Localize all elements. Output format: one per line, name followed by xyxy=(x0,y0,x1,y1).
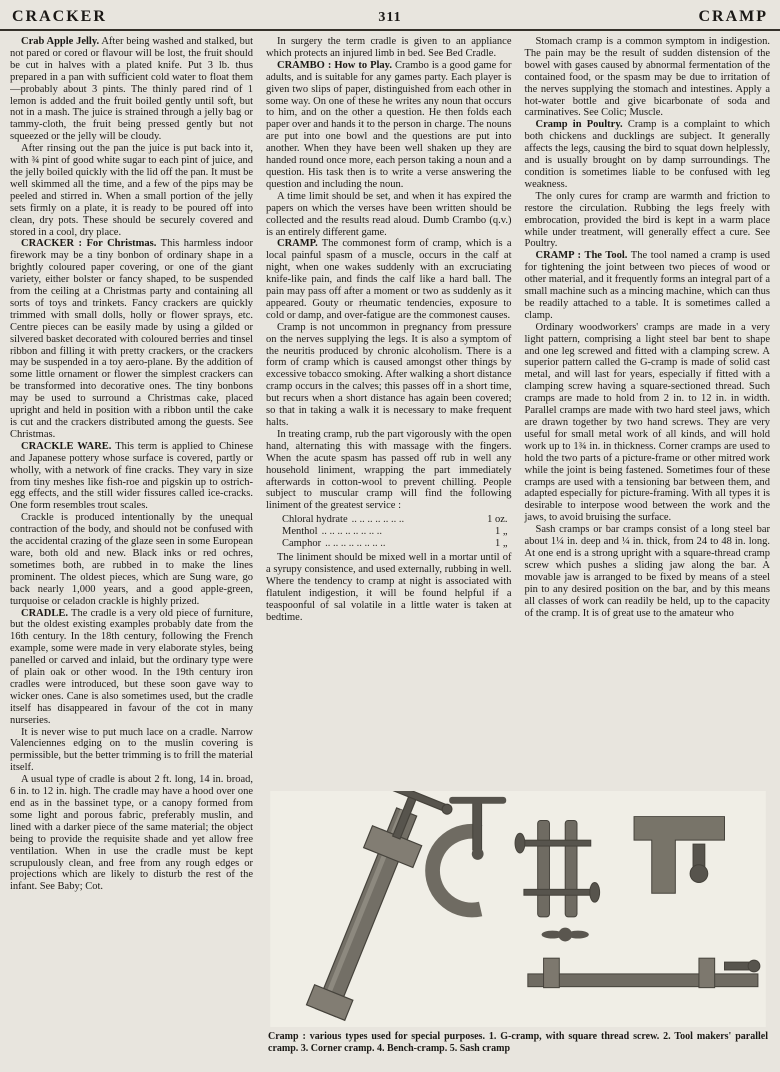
entry-lead: CRAMP. xyxy=(277,238,318,250)
paragraph-text: Cramp is not uncommon in pregnancy from pressure on the nerves supplying the legs. It is also a symptom of the neuritis produced by chronic alcoholism. There is a form of cramp which is caused amongst other things by excessive tobacco smoking. After walking a short distance cramp occurs in the calves; this passes off in a short time, but recurs when a short distance has again been covered; so that in taking a walk it is necessary to make frequent halts. xyxy=(266,321,512,428)
paragraph-text: In treating cramp, rub the part vigorously with the open hand, alternating this with massage with the fingers. When the acute spasm has passed off rub in well any household liniment, wrapping the part immediately afterwards in cotton-wool to prevent chilling. People subject to muscular cramp will find the following liniment of the greatest service : xyxy=(266,428,512,512)
entry-cramp-in-poultry xyxy=(525,119,771,190)
paragraph xyxy=(525,36,771,119)
page-number: 311 xyxy=(378,10,402,25)
paragraph-text: It is never wise to put much lace on a cradle. Narrow Valenciennes edging on to the muslin covering is permissible, but the better trimming is to frill the material itself. xyxy=(10,726,253,774)
paragraph-text: The only cures for cramp are warmth and friction to restore the circulation. Rubbing the legs freely with embrocation, provided the bird is kept in a warm place while under treatment, will generally effect a cure. See Poultry. xyxy=(524,190,770,250)
ingredient-amount: 1 „ xyxy=(494,526,508,538)
paragraph xyxy=(525,322,771,524)
dot-leader: .. .. .. .. .. .. .. .. xyxy=(321,526,382,538)
entry-cramp xyxy=(266,238,512,321)
entry-lead: Crab Apple Jelly. xyxy=(21,36,100,47)
paragraph xyxy=(266,36,512,60)
paragraph xyxy=(525,524,771,619)
entry-text: The cradle is a very old piece of furniture, but the oldest existing examples probably date from the 16th century. In the 18th century, following the French example, some were made in very elaborate styles, being panelled or carved and inlaid, but the ordinary type were of plain oak or other wood. In the 19th century iron cradles were introduced, but these soon gave way to wicker ones. Cane is also sometimes used, but the cradle itself has disappeared in favour of the cot in many nurseries. xyxy=(10,607,253,726)
entry-lead: CRACKLE WARE. xyxy=(21,440,112,452)
paragraph-text: Stomach cramp is a common symptom in indigestion. The pain may be the result of sudden distension of the bowel with gases caused by abnormal fermentation of the contained food, or the spasm may be due to irritation of the nerves supplying the stomach and intestines. Apply a hot-water bottle and give bicarbonate of soda and carminatives. See Colic; Muscle. xyxy=(524,36,770,119)
recipe-row xyxy=(282,514,508,526)
entry-crab-apple-jelly xyxy=(10,36,253,143)
entry-lead: CRACKER : For Christmas. xyxy=(21,238,157,250)
running-head xyxy=(0,0,780,31)
running-head-right: CRAMP xyxy=(698,8,768,25)
entry-lead: Cramp in Poultry. xyxy=(535,119,623,131)
cramps-photo xyxy=(266,791,770,1027)
column-1 xyxy=(10,36,253,1058)
entry-text: After being washed and stalked, but not pared or cored or flavour will be lost, the fruit should be cut in halves with a plated knife. Put 3 lb. thus prepared in a pan with sufficient cold water to float them—probably about 3 pints. The thinly pared rind of 1 lemon is added and the fruit boiled gently until soft, but not in a mash. The juice is strained through a jelly bag or tammy-cloth, the fruit being pressed gently but not squeezed or the jelly will be cloudy. xyxy=(10,36,253,143)
paragraph xyxy=(266,552,512,623)
page-body xyxy=(0,31,780,1058)
entry-lead: CRADLE. xyxy=(21,607,68,619)
entry-cradle xyxy=(10,608,253,727)
figure-caption: Cramp : various types used for special purposes. 1. G-cramp, with square thread screw. 2. Tool makers' parallel cramp. 3. Corner cramp. 4. Bench-cramp. 5. Sash cramp xyxy=(268,1031,768,1054)
paragraph-text: After rinsing out the pan the juice is put back into it, with ¾ pint of good white sugar to each pint of juice, and the jelly boiled quickly with the lid off the pan. It must be well skimmed all the time, and a few of the pips may be peeled and stirred in. When a small portion of the jelly sets firmly on a plate, it is ready to be poured off into clean, dry pots. These should be securely covered and stored in a cool, dry place. xyxy=(10,143,253,238)
paragraph xyxy=(266,429,512,512)
paragraph xyxy=(525,191,771,251)
paragraph xyxy=(10,774,253,893)
right-columns xyxy=(266,36,770,786)
dot-leader: .. .. .. .. .. .. .. xyxy=(351,514,405,526)
paragraph xyxy=(10,143,253,238)
ingredient-name: Menthol xyxy=(282,526,318,538)
cramps-figure xyxy=(266,791,770,1055)
paragraph xyxy=(266,191,512,239)
entry-text: This harmless indoor firework may be a tiny bonbon of ordinary shape in a brightly coloured paper covering, or one of the giant variety, either bolster or fancy shaped, to be suspended from the ceiling at a Christmas party and containing all sorts of toys and trinkets. Fancy crackers are quickly trimmed with small dolls, holly or flower sprays, etc. Centre pieces can be easily made by using a gilded or silvered basket decorated with coloured berries and tinsel ribbon and filling it with pretty crackers, or the crackers may be suspended in a toy aero-plane. By the addition of some little ornament or flower the simplest crackers can be transformed into decorative ones. The tiny bonbons may be used to surround a Christmas cake, placed upright and held in position with a ribbon until the cake is cut and the crackers distributed among the guests. See Christmas. xyxy=(10,238,253,440)
paragraph-text: Sash cramps or bar cramps consist of a long steel bar about 1¼ in. deep and ¼ in. thick, from 24 to 48 in. long. At one end is a strong upright with a square-thread cramp screw which pushes a sliding jaw along the bar. A movable jaw is arranged to be fixed by means of a steel pin to any desired position on the bar, and by this means all classes of work can readily be held, up to the capacity of the cramp. It is of great use to the amateur who xyxy=(524,524,770,619)
paragraph-text: Ordinary woodworkers' cramps are made in a very light pattern, comprising a light steel bar bent to shape and one leg screwed and fitted with a clamping screw. A superior pattern called the G-cramp is made of solid cast metal, and will last for years, especially if fitted with a clamping screw having a square-sectioned thread. Such cramps are made to hold from 2 in. to 12 in. in width. Parallel cramps are made with two hard steel jaws, which are drawn together by two hand screws. They are very useful for small metal work of all kinds, and will hold work up to 1¾ in. in thickness. Corner cramps are used to hold the two parts of a picture-frame or other mitred work while the joint is being fastened. Sometimes four of these cramps are used with a tensioning bar between them, and adapted especially for picture-framing. With all types it is desirable to interpose wood between the work and the jaws, to avoid bruising the surface. xyxy=(524,321,770,524)
ingredient-amount: 1 „ xyxy=(494,538,508,550)
entry-crackle-ware xyxy=(10,441,253,512)
recipe-row xyxy=(282,538,508,550)
entry-text: Cramp is a complaint to which both chickens and ducklings are subject. It generally affects the legs, causing the bird to squat down helplessly, and is usually brought on by damp surroundings. The condition is sometimes liable to be confused with leg weakness. xyxy=(524,119,770,190)
paragraph-text: A usual type of cradle is about 2 ft. long, 14 in. broad, 6 in. to 12 in. high. The cradle may have a hood over one end as in the bassinet type, or a canopy formed from some light and porous fabric, preferably muslin, and lined with a darker piece of the same material; the object being to provide the requisite shade and yet allow free ventilation. When in use the cradle must be kept scrupulously clean, and free from any rough edges or projections which are likely to disturb the rest of the infant. See Baby; Cot. xyxy=(10,774,253,893)
paragraph-text: In surgery the term cradle is given to an appliance which protects an injured limb in bed. See Bed Cradle. xyxy=(266,36,512,59)
paragraph xyxy=(10,727,253,775)
entry-text: The commonest form of cramp, which is a local painful spasm of a muscle, occurs in the calf at night, when one wakes suddenly with an excruciating knife-like pain, and finds the calf like a hard ball. The pain may pass off after a moment or two as suddenly as it appeared. Gouty or rheumatic tendencies, exposure to cold or damp, and over-fatigue are the commonest causes. xyxy=(266,238,512,321)
ingredient-name: Chloral hydrate xyxy=(282,514,348,526)
liniment-recipe xyxy=(282,514,508,550)
ingredient-name: Camphor xyxy=(282,538,322,550)
ingredient-amount: 1 oz. xyxy=(487,514,508,526)
paragraph-text: Crackle is produced intentionally by the unequal contraction of the body, and should not be confused with the accidental crazing of the glaze seen in some European ware, both old and new. Black inks or red ochres, sometimes both, are rubbed in to make the lines prominent. The oldest pieces, which are Sung ware, go back nearly 1,000 years, and a good apple-green, turquoise or celadon crackle is highly prized. xyxy=(10,512,253,607)
entry-text: The tool named a cramp is used for tightening the joint between two pieces of wood or other material, and it frequently forms an integral part of a small machine such as a mincing machine, which can thus be readily attached to a table. It is sometimes called a clamp. xyxy=(524,250,770,321)
entry-text: Crambo is a good game for adults, and is suitable for any games party. Each player is given two slips of paper, distinguished from each other in some way. On one of these he writes any noun that occurs to him, and on the other a question. He then folds each paper over and hands it to the person in charge. The nouns are put into one bowl and the questions are put into another. When they have been well shaken up they are handed round once more, each person taking a noun and a question. His task then is to write a verse answering the question and including the noun. xyxy=(266,59,512,190)
paragraph xyxy=(10,512,253,607)
entry-crambo xyxy=(266,60,512,191)
paragraph-text: A time limit should be set, and when it has expired the papers on which the verses have been written should be collected and the results read aloud. Dumb Crambo (q.v.) is an entirely different game. xyxy=(266,190,512,238)
right-region xyxy=(266,36,770,1058)
dot-leader: .. .. .. .. .. .. .. .. xyxy=(325,538,386,550)
paragraph-text: The liniment should be mixed well in a mortar until of a syrupy consistence, and used externally, rubbing in well. Where the tendency to cramp at night is associated with flatulent indigestion, it will be found helpful if a teaspoonful of sal volatile in a little water is taken at bedtime. xyxy=(266,551,512,623)
recipe-row xyxy=(282,526,508,538)
entry-cracker-for-christmas xyxy=(10,238,253,440)
column-2 xyxy=(266,36,512,786)
paragraph xyxy=(266,322,512,429)
entry-lead: CRAMBO : How to Play. xyxy=(277,59,392,71)
entry-cramp-the-tool xyxy=(525,250,771,321)
column-3 xyxy=(525,36,771,786)
entry-lead: CRAMP : The Tool. xyxy=(535,250,628,262)
running-head-left: CRACKER xyxy=(12,8,107,25)
entry-text: This term is applied to Chinese and Japanese pottery whose surface is covered, partly or wholly, with a network of fine cracks. They vary in size from tiny meshes like fish-roe and pigskin up to ostrich-egg effects, and the still wider fissures called ice-cracks. One form resembles trout scales. xyxy=(10,440,253,512)
